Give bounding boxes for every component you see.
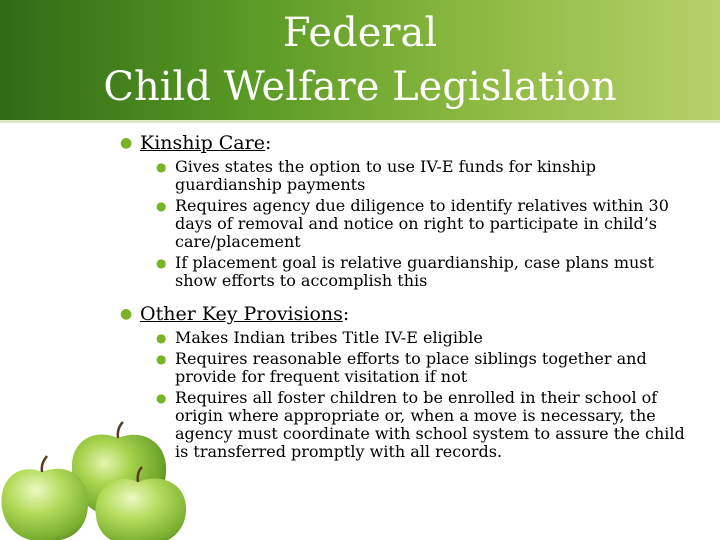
section-heading-other-key-provisions <box>120 303 700 325</box>
circle-bullet-icon: ● <box>156 352 167 366</box>
list-item <box>156 329 700 347</box>
circle-bullet-icon: ● <box>156 256 167 270</box>
section-heading-label: Other Key Provisions <box>140 303 343 325</box>
heading-colon: : <box>342 303 350 325</box>
circle-bullet-icon: ● <box>156 199 167 213</box>
list-item-text: Requires reasonable efforts to place siblings together and provide for frequent visitation if not <box>175 349 647 386</box>
list-item <box>156 158 700 194</box>
slide-content <box>120 132 700 464</box>
list-item-text: Requires agency due diligence to identify relatives within 30 days of removal and notice on right to participate in child’s care/placement <box>175 196 669 251</box>
list-item-text: Gives states the option to use IV-E funds for kinship guardianship payments <box>175 157 596 194</box>
list-item <box>156 389 700 461</box>
list-item-text: Makes Indian tribes Title IV-E eligible <box>175 328 483 347</box>
list-item-text: If placement goal is relative guardianship, case plans must show efforts to accomplish this <box>175 253 654 290</box>
list-item <box>156 350 700 386</box>
heading-colon: : <box>264 132 272 154</box>
title-line-2: Child Welfare Legislation <box>103 64 617 110</box>
circle-bullet-icon: ● <box>120 135 133 151</box>
section-heading-kinship-care <box>120 132 700 154</box>
circle-bullet-icon: ● <box>156 331 167 345</box>
list-item <box>156 197 700 251</box>
list-item <box>156 254 700 290</box>
title-divider <box>0 120 720 123</box>
section-heading-label: Kinship Care <box>140 132 265 154</box>
green-apples-image <box>0 420 200 540</box>
circle-bullet-icon: ● <box>120 306 133 322</box>
circle-bullet-icon: ● <box>156 160 167 174</box>
circle-bullet-icon: ● <box>156 391 167 405</box>
slide-title <box>0 6 720 114</box>
title-line-1: Federal <box>282 10 438 56</box>
list-item-text: Requires all foster children to be enrolled in their school of origin where appropriate or, when a move is necessary, the agency must coordinate with school system to assure the child is transferred promptly with all records. <box>175 388 685 461</box>
